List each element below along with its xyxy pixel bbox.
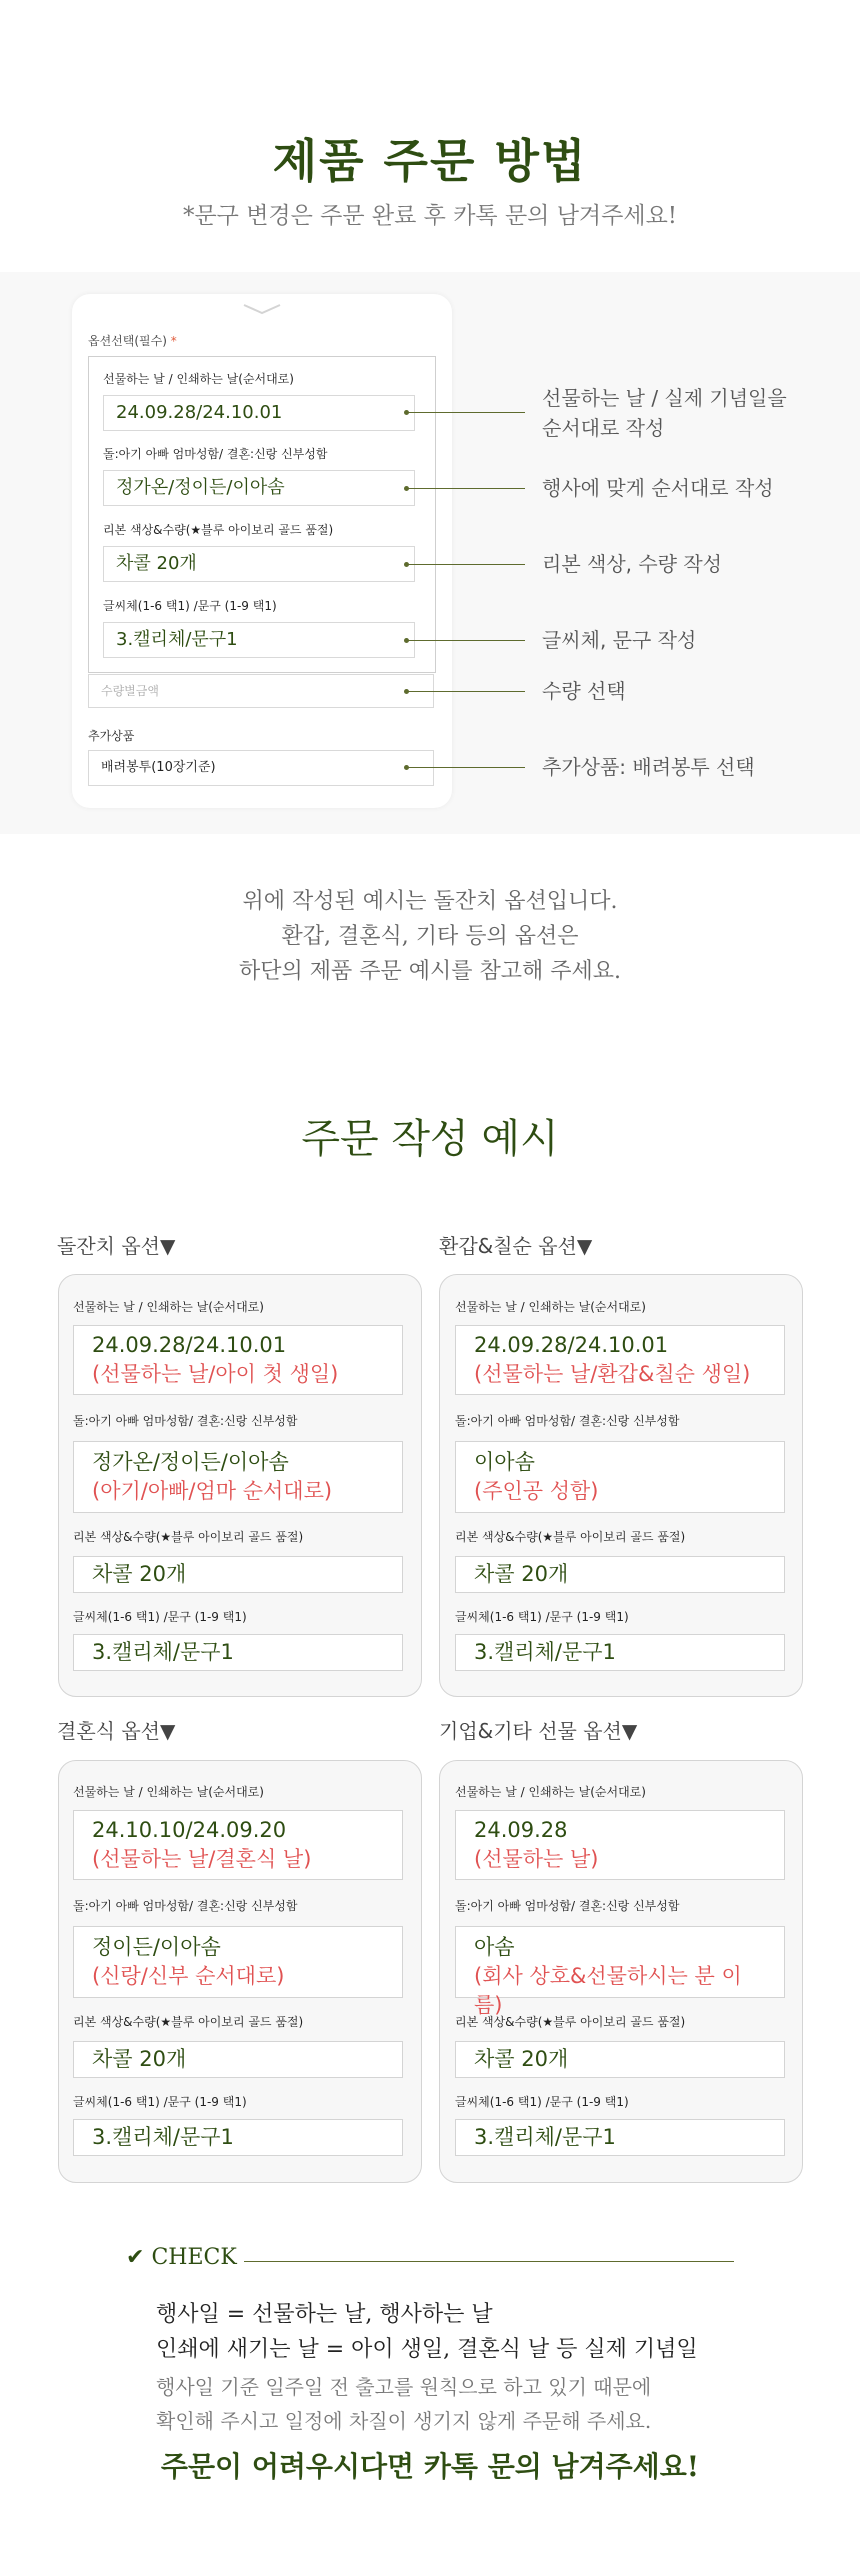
date-example-box: 24.09.28/24.10.01 (선물하는 날/아이 첫 생일) <box>73 1325 403 1395</box>
ribbon-field-label: 리본 색상&수량(★블루 아이보리 골드 품절) <box>455 2015 686 2029</box>
annotation-line <box>407 488 525 489</box>
ribbon-example-box: 차콜 20개 <box>455 2041 785 2078</box>
ribbon-input[interactable]: 차콜 20개 <box>103 546 415 582</box>
annotation-extra: 추가상품: 배려봉투 선택 <box>542 755 755 779</box>
date-example-box: 24.09.28 (선물하는 날) <box>455 1810 785 1880</box>
font-example-box: 3.캘리체/문구1 <box>73 2119 403 2156</box>
date-field-label: 선물하는 날 / 인쇄하는 날(순서대로) <box>455 1300 646 1314</box>
font-field-label: 글씨체(1-6 택1) /문구 (1-9 택1) <box>73 1610 247 1624</box>
extra-product-select[interactable]: 배려봉투(10장기준) <box>88 750 434 786</box>
font-example-box: 3.캘리체/문구1 <box>73 1634 403 1671</box>
check-heading: ✔ CHECK <box>126 2245 237 2270</box>
check-divider <box>244 2261 734 2262</box>
font-example-box: 3.캘리체/문구1 <box>455 1634 785 1671</box>
annotation-line <box>407 767 525 768</box>
annotation-date: 선물하는 날 / 실제 기념일을 순서대로 작성 <box>542 386 787 440</box>
extra-product-label: 추가상품 <box>88 729 135 743</box>
option-section-label: 옵션선택(필수) * <box>88 334 177 348</box>
examples-title: 주문 작성 예시 <box>301 1116 559 1162</box>
names-example-box: 아솜 (회사 상호&선물하시는 분 이름) <box>455 1926 785 1998</box>
example-title-dol: 돌잔치 옵션▼ <box>57 1234 176 1258</box>
names-field-label: 돌:아기 아빠 엄마성함/ 결혼:신랑 신부성함 <box>455 1414 680 1428</box>
date-input[interactable]: 24.09.28/24.10.01 <box>103 395 415 431</box>
annotation-ribbon: 리본 색상, 수량 작성 <box>542 552 722 576</box>
font-field-label: 글씨체(1-6 택1) /문구 (1-9 택1) <box>455 1610 629 1624</box>
ribbon-field-label: 리본 색상&수량(★블루 아이보리 골드 품절) <box>73 2015 304 2029</box>
ribbon-example-box: 차콜 20개 <box>73 2041 403 2078</box>
ribbon-field-label: 리본 색상&수량(★블루 아이보리 골드 품절) <box>73 1530 304 1544</box>
font-field-label: 글씨체(1-6 택1) /문구 (1-9 택1) <box>73 2095 247 2109</box>
contact-cta: 주문이 어려우시다면 카톡 문의 남겨주세요! <box>160 2450 700 2483</box>
example-title-company: 기업&기타 선물 옵션▼ <box>439 1719 638 1743</box>
page-title: 제품 주문 방법 <box>272 134 588 188</box>
names-input[interactable]: 정가온/정이든/이아솜 <box>103 470 415 506</box>
annotation-line <box>407 564 525 565</box>
date-field-label: 선물하는 날 / 인쇄하는 날(순서대로) <box>73 1300 264 1314</box>
annotation-font: 글씨체, 문구 작성 <box>542 628 697 652</box>
ribbon-example-box: 차콜 20개 <box>73 1556 403 1593</box>
font-field-label: 글씨체(1-6 택1) /문구 (1-9 택1) <box>103 599 277 613</box>
options-notice: 위에 작성된 예시는 돌잔치 옵션입니다. 환갑, 결혼식, 기타 등의 옵션은 하단의 제품 주문 예시를 참고해 주세요. <box>239 889 621 984</box>
chevron-down-icon <box>242 303 282 315</box>
annotation-line <box>407 640 525 641</box>
example-title-hwangap: 환갑&칠순 옵션▼ <box>439 1234 593 1258</box>
example-title-wedding: 결혼식 옵션▼ <box>57 1719 176 1743</box>
check-shipping-note: 행사일 기준 일주일 전 출고를 원칙으로 하고 있기 때문에 확인해 주시고 일정에 차질이 생기지 않게 주문해 주세요. <box>156 2375 652 2433</box>
date-example-box: 24.09.28/24.10.01 (선물하는 날/환갑&칠순 생일) <box>455 1325 785 1395</box>
check-definitions: 행사일 = 선물하는 날, 행사하는 날 인쇄에 새기는 날 = 아이 생일, 결혼식 날 등 실제 기념일 <box>156 2302 698 2362</box>
date-field-label: 선물하는 날 / 인쇄하는 날(순서대로) <box>73 1785 264 1799</box>
font-field-label: 글씨체(1-6 택1) /문구 (1-9 택1) <box>455 2095 629 2109</box>
date-field-label: 선물하는 날 / 인쇄하는 날(순서대로) <box>455 1785 646 1799</box>
font-input[interactable]: 3.캘리체/문구1 <box>103 622 415 658</box>
names-example-box: 이아솜 (주인공 성함) <box>455 1441 785 1513</box>
names-field-label: 돌:아기 아빠 엄마성함/ 결혼:신랑 신부성함 <box>103 447 328 461</box>
page-subtitle: *문구 변경은 주문 완료 후 카톡 문의 남겨주세요! <box>182 203 678 229</box>
annotation-names: 행사에 맞게 순서대로 작성 <box>542 476 774 500</box>
date-field-label: 선물하는 날 / 인쇄하는 날(순서대로) <box>103 372 294 386</box>
ribbon-example-box: 차콜 20개 <box>455 1556 785 1593</box>
font-example-box: 3.캘리체/문구1 <box>455 2119 785 2156</box>
ribbon-field-label: 리본 색상&수량(★블루 아이보리 골드 품절) <box>103 523 334 537</box>
date-example-box: 24.10.10/24.09.20 (선물하는 날/결혼식 날) <box>73 1810 403 1880</box>
names-field-label: 돌:아기 아빠 엄마성함/ 결혼:신랑 신부성함 <box>73 1414 298 1428</box>
names-field-label: 돌:아기 아빠 엄마성함/ 결혼:신랑 신부성함 <box>455 1899 680 1913</box>
annotation-quantity: 수량 선택 <box>542 679 626 703</box>
names-example-box: 정이든/이아솜 (신랑/신부 순서대로) <box>73 1926 403 1998</box>
quantity-select[interactable]: 수량별금액 <box>88 674 434 708</box>
checkmark-icon: ✔ <box>126 2245 145 2270</box>
names-field-label: 돌:아기 아빠 엄마성함/ 결혼:신랑 신부성함 <box>73 1899 298 1913</box>
annotation-line <box>407 412 525 413</box>
ribbon-field-label: 리본 색상&수량(★블루 아이보리 골드 품절) <box>455 1530 686 1544</box>
annotation-line <box>407 691 525 692</box>
names-example-box: 정가온/정이든/이아솜 (아기/아빠/엄마 순서대로) <box>73 1441 403 1513</box>
